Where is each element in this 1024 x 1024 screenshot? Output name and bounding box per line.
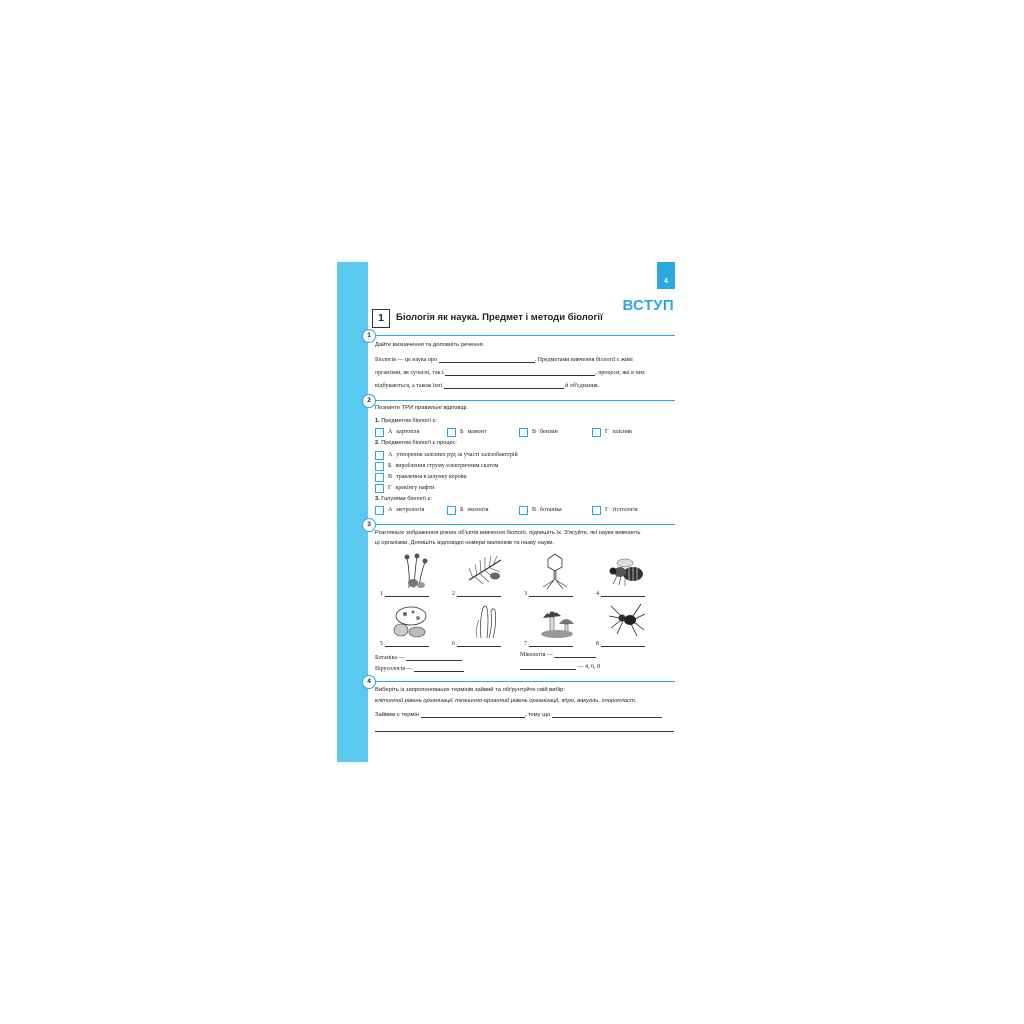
answer-blank[interactable]	[457, 640, 501, 647]
science-answer: Мікологія —	[520, 651, 596, 658]
task-instruction: Розгляньте зображення різних об'єктів вивчення біології, підпишіть їх. З'ясуйте, які науки вивчають	[375, 530, 641, 536]
answer-blank[interactable]	[457, 590, 501, 597]
answer-blank[interactable]	[529, 590, 573, 597]
checkbox-c[interactable]	[375, 473, 384, 482]
task-number: 3	[362, 518, 376, 532]
question-label: 3. Галузями біології є:	[375, 496, 432, 502]
option-c: В бензин	[532, 429, 558, 435]
answer-blank[interactable]	[421, 711, 525, 718]
answer-blank[interactable]	[444, 382, 564, 389]
option-c: В ботаніка	[532, 507, 562, 513]
picture-caption: 3	[524, 590, 573, 597]
answer-blank[interactable]	[375, 731, 674, 732]
task-number: 1	[362, 329, 376, 343]
mushrooms-icon	[537, 602, 577, 640]
checkbox-d[interactable]	[592, 428, 601, 437]
checkbox-c[interactable]	[519, 428, 528, 437]
task-divider	[373, 524, 675, 525]
lesson-title: Біологія як наука. Предмет і методи біології	[396, 312, 603, 323]
option-d: Г гістологія	[605, 507, 638, 513]
answer-blank[interactable]	[406, 654, 462, 661]
checkbox-c[interactable]	[519, 506, 528, 515]
task-instruction: Позначте ТРИ правильні відповіді.	[375, 405, 469, 411]
option-a: А метрологія	[388, 507, 425, 513]
checkbox-a[interactable]	[375, 451, 384, 460]
fill-sentence: Біологія — це наука про . Предметами вивчення біології є живі	[375, 357, 633, 363]
picture-caption: 5	[380, 640, 429, 647]
answer-blank[interactable]	[520, 663, 576, 670]
task-instruction: Виберіть із запропонованих термінів зайвий та обґрунтуйте свій вибір:	[375, 687, 565, 693]
fill-sentence: організми, як сучасні, так і , процеси, які в них	[375, 370, 645, 376]
checkbox-a[interactable]	[375, 506, 384, 515]
picture-caption: 7	[524, 640, 573, 647]
answer-blank[interactable]	[385, 590, 429, 597]
picture-caption: 2	[452, 590, 501, 597]
picture-caption: 6	[452, 640, 501, 647]
answer-blank[interactable]	[554, 651, 596, 658]
answer-blank[interactable]	[529, 640, 573, 647]
chapter-title: ВСТУП	[622, 297, 674, 314]
task-number: 2	[362, 394, 376, 408]
checkbox-b[interactable]	[375, 462, 384, 471]
task-instruction: ці організми. Допишіть відповідні номери малюнків та назву науки.	[375, 540, 555, 546]
terms-list: клітинний рівень організації, тканинно-органний рівень організації, ядро, вакуоль, хлоропласт.	[375, 698, 637, 704]
checkbox-d[interactable]	[592, 506, 601, 515]
task-instruction: Дайте визначення та доповніть речення.	[375, 342, 485, 348]
answer-blank[interactable]	[385, 640, 429, 647]
spider-icon	[607, 600, 647, 638]
checkbox-b[interactable]	[447, 428, 456, 437]
pine-branch-icon	[465, 550, 505, 588]
answer-blank[interactable]	[552, 711, 662, 718]
bee-icon	[607, 552, 647, 590]
checkbox-a[interactable]	[375, 428, 384, 437]
bacteriophage-icon	[535, 552, 575, 590]
lesson-number: 1	[372, 309, 390, 328]
option-c: В травлення в шлунку корови	[388, 474, 467, 480]
option-b: Б екологія	[460, 507, 489, 513]
checkbox-d[interactable]	[375, 484, 384, 493]
bread-icon	[391, 602, 431, 640]
option-a: А утворення залізних руд за участі залізобактерій	[388, 452, 518, 458]
option-b: Б вироблення струму електричним скатом	[388, 463, 499, 469]
answer-blank[interactable]	[445, 369, 595, 376]
task-divider	[373, 400, 675, 401]
answer-blank[interactable]	[439, 356, 535, 363]
task-divider	[373, 681, 675, 682]
option-d: Г плісняв	[605, 429, 632, 435]
answer-line: Зайвим є термін , тому що	[375, 711, 675, 718]
question-label: 2. Предметом біології є процес:	[375, 440, 457, 446]
option-b: Б мамонт	[460, 429, 487, 435]
fill-sentence: відбуваються, а також їхні й об'єднання.	[375, 383, 600, 389]
fungus-hyphae-icon	[467, 602, 507, 640]
science-answer: — 4, 6, 8	[520, 663, 600, 670]
science-answer: Ботаніка —	[375, 654, 462, 661]
option-a: А картопля	[388, 429, 420, 435]
option-d: Г крекінгу нафти	[388, 485, 435, 491]
task-number: 4	[362, 675, 376, 689]
answer-blank[interactable]	[601, 640, 645, 647]
checkbox-b[interactable]	[447, 506, 456, 515]
answer-blank[interactable]	[601, 590, 645, 597]
page-number: 4	[657, 262, 675, 289]
answer-blank[interactable]	[414, 665, 464, 672]
question-label: 1. Предметом біології є:	[375, 418, 438, 424]
mold-icon	[399, 552, 439, 590]
picture-caption: 4	[596, 590, 645, 597]
task-divider	[373, 335, 675, 336]
picture-caption: 8	[596, 640, 645, 647]
picture-caption: 1	[380, 590, 429, 597]
science-answer: Вірусологія —	[375, 665, 464, 672]
workbook-page	[337, 262, 677, 762]
